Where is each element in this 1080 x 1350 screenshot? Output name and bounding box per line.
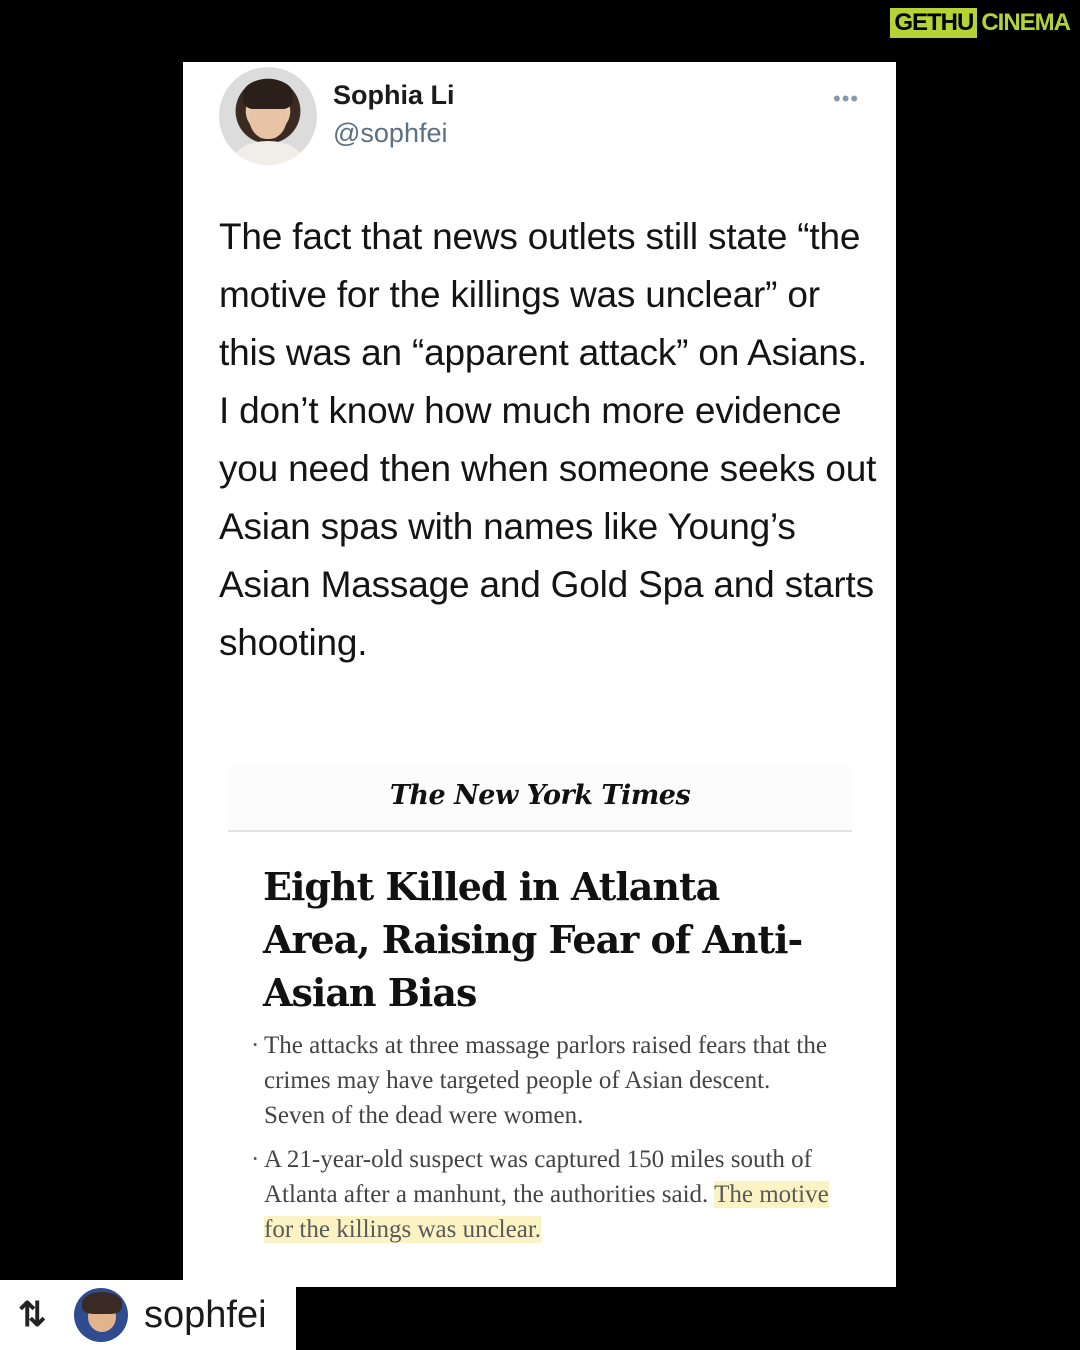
avatar-hair [243, 79, 293, 109]
watermark-part-1: GETHU [890, 8, 977, 38]
tweet-card [183, 62, 896, 1287]
watermark-part-2: CINEMA [977, 8, 1074, 38]
repost-credit-bar [0, 1280, 296, 1350]
article-summary-list [251, 1028, 831, 1256]
summary-bullet [251, 1142, 831, 1247]
avatar-shoulders [233, 141, 303, 165]
summary-bullet-text: A 21-year-old suspect was captured 150 miles south of Atlanta after a manhunt, the authorities said. [264, 1146, 812, 1208]
author-handle[interactable]: @sophfei [333, 118, 448, 148]
highlighted-text: The motive for the killings was unclear. [264, 1181, 829, 1243]
author-avatar[interactable] [219, 67, 317, 165]
bullet-marker: · [251, 1032, 260, 1059]
publication-logo: The New York Times [389, 780, 691, 811]
tweet-text: The fact that news outlets still state “the motive for the killings was unclear” or this was an “apparent attack” on Asians. I don’t know how much more evidence you need then when someone seeks out Asian spas with names like Young’s Asian Massage and Gold Spa and starts shooting. [219, 216, 877, 663]
more-options-icon[interactable]: ••• [833, 86, 860, 111]
repost-username[interactable]: sophfei [144, 1294, 267, 1336]
watermark-logo [890, 8, 1074, 38]
repost-avatar-hair [82, 1292, 122, 1314]
summary-bullet [251, 1028, 831, 1133]
author-name[interactable]: Sophia Li [333, 80, 455, 110]
repost-icon: ⇅ [18, 1296, 47, 1334]
article-headline: Eight Killed in Atlanta Area, Raising Fear of Anti-Asian Bias [263, 864, 803, 1015]
article-masthead [228, 765, 852, 832]
summary-bullet-text: The attacks at three massage parlors raised fears that the crimes may have targeted people of Asian descent. Seven of the dead were women. [264, 1032, 827, 1129]
bullet-marker: · [251, 1146, 260, 1173]
repost-avatar[interactable] [74, 1288, 128, 1342]
